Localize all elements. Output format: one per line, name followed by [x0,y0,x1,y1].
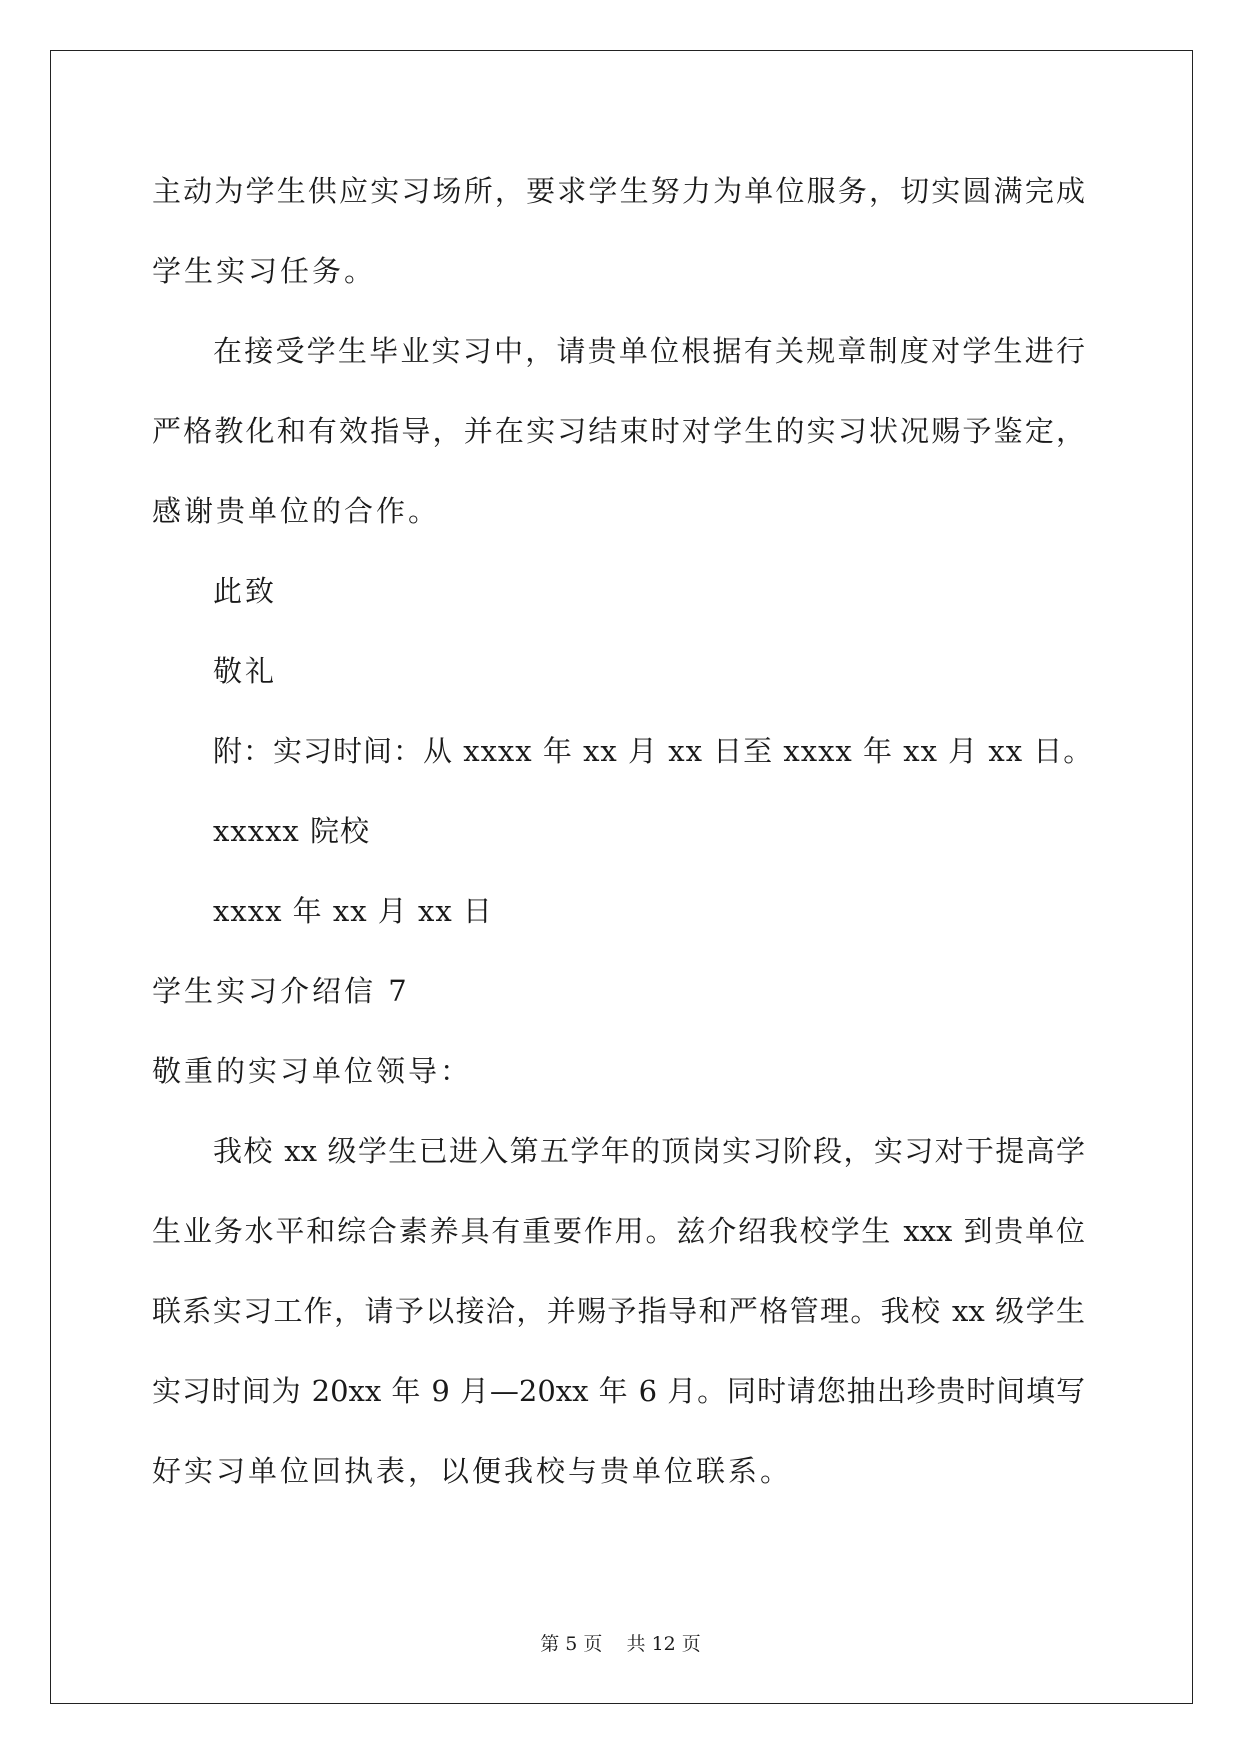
body-line-15: 联系实习工作，请予以接洽，并赐予指导和严格管理。我校 xx 级学生 [152,1294,1085,1328]
body-line-1: 主动为学生供应实习场所，要求学生努力为单位服务，切实圆满完成 [152,174,1085,208]
body-line-14: 生业务水平和综合素养具有重要作用。兹介绍我校学生 xxx 到贵单位 [152,1214,1085,1248]
greeting-line: 敬重的实习单位领导： [152,1054,473,1088]
signature-date: xxxx 年 xx 月 xx 日 [213,894,493,928]
body-line-13: 我校 xx 级学生已进入第五学年的顶岗实习阶段，实习对于提高学 [213,1134,1085,1168]
body-line-2: 学生实习任务。 [152,254,377,288]
attachment-line: 附：实习时间：从 xxxx 年 xx 月 xx 日至 xxxx 年 xx 月 xx 日。 [213,734,1094,768]
section-heading: 学生实习介绍信 7 [152,974,410,1008]
salutation-cizhi: 此致 [213,574,278,608]
signature-school: xxxxx 院校 [213,814,370,848]
body-line-4: 严格教化和有效指导，并在实习结束时对学生的实习状况赐予鉴定， [152,414,1085,448]
body-line-16: 实习时间为 20xx 年 9 月—20xx 年 6 月。同时请您抽出珍贵时间填写 [152,1374,1085,1408]
page-number-footer: 第 5 页 共 12 页 [540,1633,701,1655]
salutation-jingli: 敬礼 [213,654,278,688]
body-line-17: 好实习单位回执表，以便我校与贵单位联系。 [152,1454,793,1488]
body-line-3: 在接受学生毕业实习中，请贵单位根据有关规章制度对学生进行 [213,334,1085,368]
body-line-5: 感谢贵单位的合作。 [152,494,441,528]
